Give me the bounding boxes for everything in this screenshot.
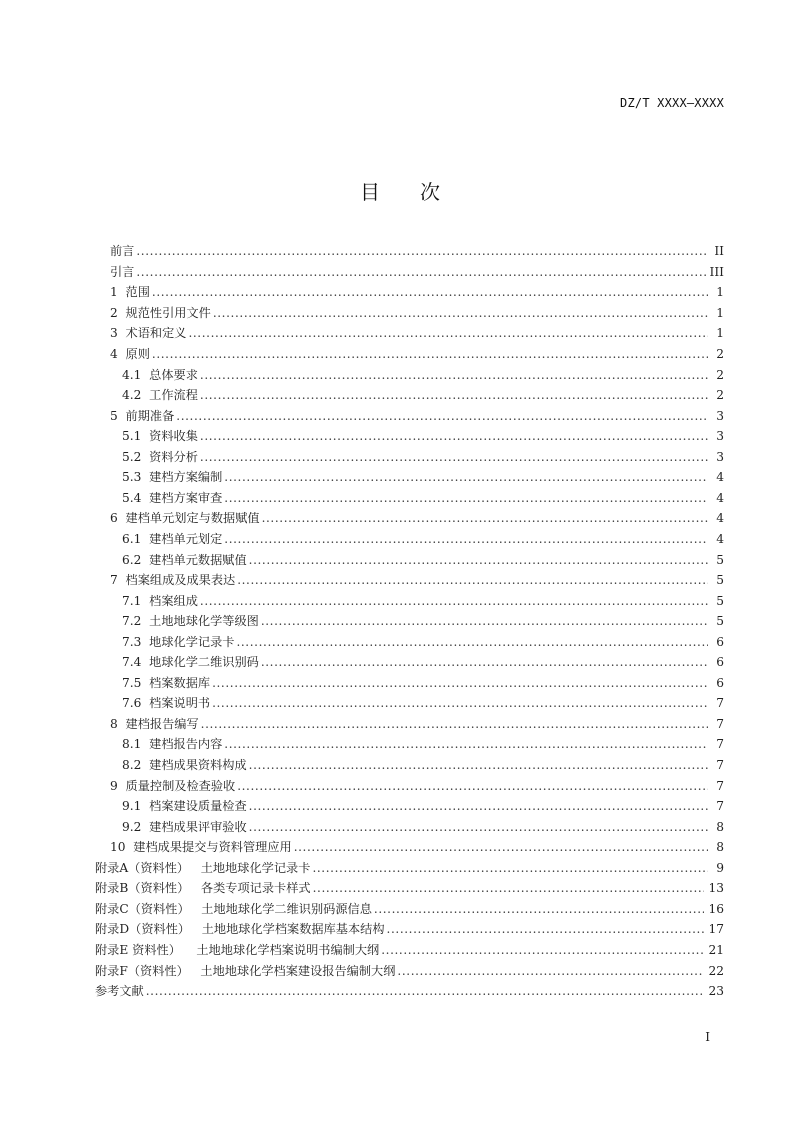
toc-entry-number: 6 <box>110 511 126 526</box>
toc-entry[interactable] <box>122 426 724 447</box>
toc-entry-label: 土地地球化学档案说明书编制大纲 <box>196 942 380 957</box>
toc-entry-page: 2 <box>716 367 724 382</box>
toc-entry-number: 附录E 资料性） <box>95 942 197 957</box>
dot-leader <box>397 961 704 981</box>
toc-entry[interactable] <box>110 262 724 283</box>
toc-entry[interactable] <box>95 919 724 940</box>
toc-entry-label: 档案组成 <box>149 593 198 608</box>
toc-entry-number: 7.6 <box>122 696 150 711</box>
toc-entry-number: 7.2 <box>122 614 150 629</box>
toc-entry-page: III <box>709 264 724 279</box>
toc-entry-label: 建档单元划定 <box>149 531 223 546</box>
toc-entry-label: 建档方案审查 <box>149 490 223 505</box>
toc-entry[interactable] <box>110 344 724 365</box>
toc-entry[interactable] <box>122 385 724 406</box>
toc-entry[interactable] <box>122 631 724 652</box>
toc-entry-label: 土地地球化学等级图 <box>149 614 259 629</box>
toc-entry-number: 附录B（资料性） <box>95 881 201 896</box>
toc-entry-page: 13 <box>708 881 724 896</box>
toc-entry-label: 前言 <box>110 244 135 259</box>
toc-entry[interactable] <box>122 364 724 385</box>
toc-entry-page: 8 <box>716 840 724 855</box>
dot-leader <box>188 323 708 343</box>
dot-leader <box>224 467 708 487</box>
toc-entry-label: 建档报告内容 <box>149 737 223 752</box>
toc-entry-label: 前期准备 <box>125 408 175 423</box>
toc-entry-label: 建档成果提交与资料管理应用 <box>133 840 292 855</box>
toc-entry-number: 4 <box>110 347 126 361</box>
dot-leader <box>236 632 708 652</box>
dot-leader <box>212 673 708 693</box>
toc-entry-label: 资料分析 <box>149 449 198 464</box>
toc-entry-page: 17 <box>708 922 724 937</box>
toc-entry-number: 2 <box>110 305 126 320</box>
toc-entry[interactable] <box>122 467 724 488</box>
toc-entry-page: 7 <box>716 778 724 793</box>
toc-entry-label: 建档成果评审验收 <box>149 819 247 834</box>
dot-leader <box>212 693 708 713</box>
dot-leader <box>213 303 708 323</box>
toc-entry[interactable] <box>122 652 724 673</box>
dot-leader <box>249 796 708 816</box>
toc-entry-page: 4 <box>716 511 724 526</box>
title-char-1: 目 <box>360 180 380 204</box>
toc-entry[interactable] <box>110 323 724 344</box>
toc-entry[interactable] <box>95 960 724 981</box>
dot-leader <box>249 550 708 570</box>
toc-entry[interactable] <box>110 775 724 796</box>
toc-entry[interactable] <box>95 878 724 899</box>
toc-entry[interactable] <box>95 858 724 879</box>
toc-entry[interactable] <box>110 241 724 262</box>
toc-entry-number: 5.4 <box>122 490 150 505</box>
toc-entry[interactable] <box>110 837 724 858</box>
toc-entry-number: 9 <box>110 778 126 793</box>
toc-entry[interactable] <box>110 714 724 735</box>
dot-leader <box>312 858 708 878</box>
toc-entry[interactable] <box>122 488 724 509</box>
toc-entry-label: 土地地球化学记录卡 <box>200 860 311 875</box>
toc-entry-page: II <box>714 244 724 259</box>
dot-leader <box>200 447 708 467</box>
dot-leader <box>237 776 708 796</box>
dot-leader <box>387 919 705 939</box>
toc-entry[interactable] <box>110 508 724 529</box>
toc-entry-page: 4 <box>716 490 724 505</box>
toc-entry-number: 4.2 <box>122 388 150 403</box>
toc-entry-page: 3 <box>716 449 724 464</box>
dot-leader <box>152 282 708 302</box>
toc-entry-page: 1 <box>716 326 724 341</box>
toc-entry-page: 7 <box>716 716 724 731</box>
dot-leader <box>262 508 708 528</box>
toc-entry-label: 质量控制及检查验收 <box>125 778 236 793</box>
toc-entry-label: 地球化学记录卡 <box>149 634 235 649</box>
toc-entry-number: 7 <box>110 573 126 588</box>
toc-entry-number: 8.1 <box>122 737 150 752</box>
toc-entry-label: 术语和定义 <box>125 326 187 341</box>
toc-entry-page: 5 <box>716 573 724 588</box>
dot-leader <box>136 262 705 282</box>
toc-entry-number: 9.2 <box>122 819 150 834</box>
toc-entry[interactable] <box>122 549 724 570</box>
toc-entry[interactable] <box>95 981 724 1002</box>
toc-entry-number: 6.2 <box>122 552 150 567</box>
toc-entry-page: 22 <box>708 963 724 978</box>
toc-entry-label: 引言 <box>110 264 135 279</box>
toc-entry-page: 16 <box>708 901 724 916</box>
toc-entry-label: 总体要求 <box>149 367 198 382</box>
toc-entry-page: 7 <box>716 758 724 772</box>
toc-entry-number: 9.1 <box>122 799 150 814</box>
toc-entry-number: 附录A（资料性） <box>95 860 201 875</box>
toc-entry[interactable] <box>110 570 724 591</box>
toc-entry-number: 5.1 <box>122 429 150 444</box>
toc-entry-number: 附录C（资料性） <box>95 901 202 916</box>
toc-entry-page: 2 <box>716 347 724 361</box>
toc-entry-label: 土地地球化学档案数据库基本结构 <box>201 922 385 937</box>
toc-entry-page: 7 <box>716 799 724 814</box>
toc-entry-label: 范围 <box>125 285 150 300</box>
dot-leader <box>200 385 708 405</box>
toc-entry[interactable] <box>122 796 724 817</box>
toc-entry-number: 10 <box>110 840 134 855</box>
toc-entry-page: 5 <box>716 552 724 567</box>
standard-code: DZ/T XXXX—XXXX <box>620 96 724 110</box>
toc-entry-page: 1 <box>716 305 724 320</box>
page-title <box>0 176 800 205</box>
toc-entry-label: 地球化学二维识别码 <box>149 655 259 670</box>
toc-entry[interactable] <box>122 816 724 837</box>
toc-entry-label: 参考文献 <box>95 984 144 999</box>
dot-leader <box>249 817 708 837</box>
toc-entry-page: 5 <box>716 614 724 629</box>
dot-leader <box>313 878 705 898</box>
toc-entry-label: 建档成果资料构成 <box>149 758 247 772</box>
toc-entry-number: 5.2 <box>122 449 150 464</box>
toc-entry-page: 8 <box>716 819 724 834</box>
toc-entry[interactable] <box>122 734 724 755</box>
dot-leader <box>224 529 708 549</box>
toc-entry-number: 6.1 <box>122 531 150 546</box>
toc-entry-label: 建档方案编制 <box>149 470 223 485</box>
toc-entry-label: 工作流程 <box>149 388 198 403</box>
toc-entry[interactable] <box>110 303 724 324</box>
dot-leader <box>146 981 705 1001</box>
dot-leader <box>237 570 708 590</box>
toc-entry-label: 原则 <box>125 347 150 361</box>
toc-entry-label: 档案数据库 <box>149 675 211 690</box>
dot-leader <box>381 940 704 960</box>
toc-entry-page: 9 <box>716 860 724 875</box>
toc-entry-number: 4.1 <box>122 367 150 382</box>
dot-leader <box>201 714 708 734</box>
toc-entry-page: 2 <box>716 388 724 403</box>
toc-entry-number: 3 <box>110 326 126 341</box>
dot-leader <box>249 755 708 775</box>
toc-entry-page: 6 <box>716 655 724 670</box>
toc-entry-number: 8.2 <box>122 758 150 772</box>
toc-entry-label: 各类专项记录卡样式 <box>200 881 311 896</box>
toc-entry-label: 资料收集 <box>149 429 198 444</box>
toc-entry-page: 7 <box>716 696 724 711</box>
dot-leader <box>136 241 708 261</box>
toc-entry[interactable] <box>122 755 724 776</box>
toc-entry[interactable] <box>110 282 724 303</box>
dot-leader <box>200 365 708 385</box>
toc-entry-page: 23 <box>708 984 724 999</box>
dot-leader <box>200 591 708 611</box>
title-char-2: 次 <box>420 180 440 204</box>
toc-entry-label: 档案组成及成果表达 <box>125 573 236 588</box>
toc-entry-label: 建档单元划定与数据赋值 <box>125 511 260 526</box>
toc-entry[interactable] <box>122 611 724 632</box>
toc-entry-page: 3 <box>716 429 724 444</box>
toc-entry[interactable] <box>122 693 724 714</box>
dot-leader <box>374 899 705 919</box>
toc-entry-number: 附录F（资料性） <box>95 963 201 978</box>
page-number: I <box>705 1030 710 1044</box>
toc-entry-label: 档案建设质量检查 <box>149 799 247 814</box>
toc-entry[interactable] <box>122 447 724 468</box>
dot-leader <box>294 837 708 857</box>
toc-entry[interactable] <box>95 899 724 920</box>
dot-leader <box>200 426 708 446</box>
toc-entry-page: 6 <box>716 675 724 690</box>
dot-leader <box>224 488 708 508</box>
toc-entry-number: 5.3 <box>122 470 150 485</box>
toc-entry-number: 7.5 <box>122 675 150 690</box>
toc-entry-label: 土地地球化学档案建设报告编制大纲 <box>200 963 396 978</box>
toc-entry[interactable] <box>122 529 724 550</box>
toc-entry-page: 7 <box>716 737 724 752</box>
toc-entry-number: 8 <box>110 716 126 731</box>
toc-entry-number: 5 <box>110 408 126 423</box>
toc-entry-label: 建档报告编写 <box>125 716 199 731</box>
dot-leader <box>261 652 708 672</box>
dot-leader <box>224 734 708 754</box>
toc-entry-page: 3 <box>716 408 724 423</box>
toc-entry-label: 土地地球化学二维识别码源信息 <box>201 901 372 916</box>
toc-entry-page: 6 <box>716 634 724 649</box>
toc-entry-page: 5 <box>716 593 724 608</box>
toc-entry-page: 1 <box>716 285 724 300</box>
toc-entry-label: 规范性引用文件 <box>125 305 211 320</box>
toc-entry-number: 7.4 <box>122 655 150 670</box>
dot-leader <box>176 406 708 426</box>
toc-entry-page: 4 <box>716 470 724 485</box>
toc-entry-page: 4 <box>716 531 724 546</box>
toc-entry-number: 7.1 <box>122 593 150 608</box>
toc-entry[interactable] <box>110 405 724 426</box>
toc-entry[interactable] <box>95 940 724 961</box>
toc-entry-page: 21 <box>708 942 724 957</box>
dot-leader <box>152 344 708 364</box>
toc-entry-label: 档案说明书 <box>149 696 211 711</box>
toc-entry-label: 建档单元数据赋值 <box>149 552 247 567</box>
toc-entry[interactable] <box>122 590 724 611</box>
toc-entry-number: 1 <box>110 285 126 300</box>
toc-entry-number: 附录D（资料性） <box>95 922 202 937</box>
toc-entry-number: 7.3 <box>122 634 150 649</box>
toc-entry[interactable] <box>122 673 724 694</box>
dot-leader <box>261 611 708 631</box>
